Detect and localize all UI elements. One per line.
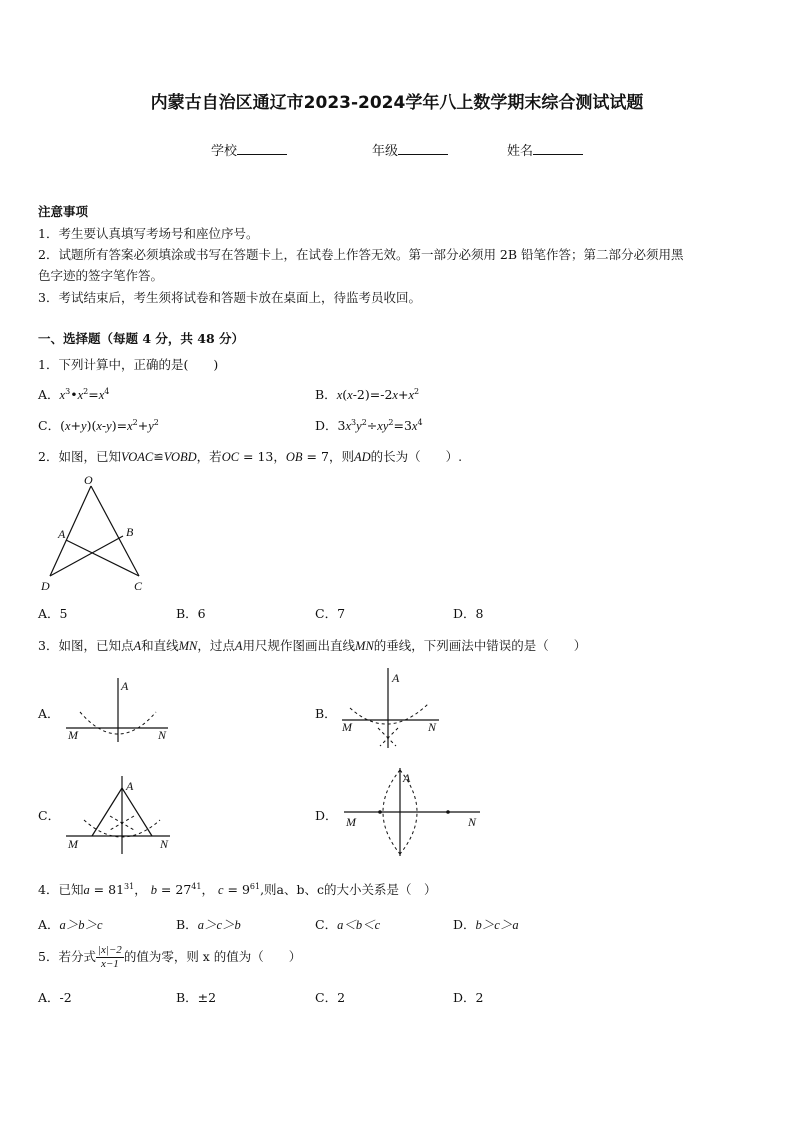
label-d: D <box>41 579 50 593</box>
label-o: O <box>84 473 93 487</box>
q1-option-d[interactable]: D．$3x^3y^2\div xy^2=3x^4$ <box>315 418 423 433</box>
q4-b-base: 27 <box>175 882 192 897</box>
q4-a-base: 81 <box>108 882 125 897</box>
q5-option-a[interactable]: A．-2 <box>38 990 72 1005</box>
grade-label: 年级 <box>372 144 399 159</box>
q3-stem-text: 的垂线，下列画法中错误的是（ ） <box>373 638 587 653</box>
fig-label-a: A <box>392 671 400 685</box>
q2-stem-text: 的长为（ ）. <box>370 449 463 464</box>
q2-oc: OC <box>221 450 240 464</box>
line-od <box>50 486 91 576</box>
q4-option-b[interactable] <box>176 915 241 933</box>
option-expr: a＞b＞c <box>59 918 103 932</box>
q4-equals: = <box>156 882 176 897</box>
q4-b-exp: 41 <box>191 882 202 891</box>
fig-label-n: N <box>428 720 437 734</box>
q3-line-mn: MN <box>355 639 374 653</box>
q4-equals: = <box>89 882 109 897</box>
q3-option-d-label[interactable]: D． <box>315 808 338 823</box>
q1-stem: 1．下列计算中，正确的是( ) <box>38 357 219 372</box>
q3-stem <box>38 636 586 654</box>
q4-equals: = <box>223 882 242 897</box>
q2-ob: OB <box>285 450 303 464</box>
fig-label-a: A <box>403 771 411 785</box>
q3-option-c-label[interactable]: C． <box>38 808 61 823</box>
line-ac <box>66 540 139 576</box>
q4-stem: 4．已知$a = 81^{31}$， $b = 27^{41}$， $c = 9^{61}$,则a、b、c的大小关系是（ ） <box>38 882 437 897</box>
fig-label-a: A <box>126 779 134 793</box>
q2-oc-value: = 13 <box>239 449 274 464</box>
option-expr: b＞c＞a <box>475 918 519 932</box>
q4-var-b: b <box>150 883 157 897</box>
note-item: 2．试题所有答案必须填涂或书写在答题卡上，在试卷上作答无效。第一部分必须用 2B 铅笔作答；第二部分必须用黑 <box>38 247 684 262</box>
q2-figure <box>36 472 166 596</box>
name-field[interactable] <box>507 140 583 159</box>
fig-label-n: N <box>158 728 167 742</box>
q3-figure-b[interactable] <box>338 664 443 752</box>
fig-label-m: M <box>346 815 356 829</box>
note-item: 色字迹的签字笔作答。 <box>38 268 164 283</box>
q5-stem-text: 5．若分式 <box>38 949 96 964</box>
option-label: B． <box>315 387 337 402</box>
q2-stem <box>38 447 462 465</box>
option-label: A． <box>38 917 60 932</box>
q4-option-d[interactable] <box>453 915 519 933</box>
q2-ob-value: = 7 <box>302 449 329 464</box>
label-c: C <box>134 579 143 593</box>
q2-stem-text: 2．如图，已知 <box>38 449 121 464</box>
fig-label-n: N <box>468 815 477 829</box>
q5-denominator: x−1 <box>100 958 119 970</box>
name-blank[interactable] <box>533 142 583 155</box>
q4-option-a[interactable] <box>38 915 103 933</box>
option-label: C． <box>38 418 61 433</box>
grade-field[interactable] <box>372 140 448 159</box>
name-label: 姓名 <box>507 144 534 159</box>
option-expr: a＞c＞b <box>197 918 241 932</box>
q3-point-a: A <box>234 639 243 653</box>
q2-option-c[interactable]: C．7 <box>315 606 346 621</box>
q2-stem-text: ，若 <box>196 449 222 464</box>
q5-fraction <box>96 944 124 971</box>
q3-option-b-label[interactable]: B． <box>315 706 337 721</box>
q4-a-exp: 31 <box>124 882 135 891</box>
fig-label-n: N <box>160 837 169 851</box>
q3-figure-a[interactable] <box>62 672 172 742</box>
q4-c-base: 9 <box>241 882 250 897</box>
q3-option-a-label[interactable]: A． <box>38 706 60 721</box>
option-label: A． <box>38 387 60 402</box>
q4-option-c[interactable] <box>315 915 380 933</box>
label-a: A <box>58 527 66 541</box>
line-bd <box>50 536 123 576</box>
option-label: B． <box>176 917 198 932</box>
q2-option-d[interactable]: D．8 <box>453 606 484 621</box>
q4-var-a: a <box>83 883 90 897</box>
page-title: 内蒙古自治区通辽市2023-2024学年八上数学期末综合测试试题 <box>150 93 644 113</box>
option-label: C． <box>315 917 338 932</box>
q1-option-a[interactable]: A．$x^3•x^2=x^4$ <box>38 387 110 402</box>
q2-triangle-1: VOAC <box>120 450 154 464</box>
q3-point-a: A <box>133 639 142 653</box>
q2-congruent-symbol: ≌ <box>153 449 164 464</box>
q5-option-c[interactable]: C．2 <box>315 990 346 1005</box>
fig-label-m: M <box>68 837 78 851</box>
q4-c-exp: 61 <box>249 882 261 891</box>
section-heading: 一、选择题（每题 4 分，共 48 分） <box>38 331 245 346</box>
q1-option-c[interactable]: C．$(x+y)(x-y)=x^2+y^2$ <box>38 418 159 433</box>
q4-stem-text: ,则a、b、c的大小关系是（ ） <box>260 882 437 897</box>
q3-figure-c[interactable] <box>62 772 174 858</box>
q4-stem-text: 4．已知 <box>38 882 84 897</box>
q2-option-b[interactable]: B．6 <box>176 606 206 621</box>
school-label: 学校 <box>211 144 238 159</box>
q2-stem-text: ，则 <box>328 449 354 464</box>
option-label: D． <box>453 917 476 932</box>
option-label: D． <box>315 418 338 433</box>
q3-stem-text: 和直线 <box>141 638 179 653</box>
note-item: 3．考试结束后，考生须将试卷和答题卡放在桌面上，待监考员收回。 <box>38 290 421 305</box>
q5-stem-text: 的值为零，则 x 的值为（ ） <box>123 949 302 964</box>
q1-option-b[interactable]: B．$x(x-2)=-2x+x^2$ <box>315 387 420 402</box>
note-item: 1．考生要认真填写考场号和座位序号。 <box>38 226 259 241</box>
q3-line-mn: MN <box>178 639 198 653</box>
grade-blank[interactable] <box>398 142 448 155</box>
q2-triangle-2: VOBD <box>163 450 197 464</box>
school-field[interactable] <box>211 140 287 159</box>
fig-label-a: A <box>121 679 129 693</box>
q3-stem-text: 用尺规作图画出直线 <box>242 638 356 653</box>
q4-var-c: c <box>217 883 224 897</box>
q5-option-d[interactable]: D．2 <box>453 990 484 1005</box>
school-blank[interactable] <box>237 142 287 155</box>
q2-ad: AD <box>353 450 371 464</box>
q2-option-a[interactable]: A．5 <box>38 606 68 621</box>
fig-label-m: M <box>68 728 78 742</box>
q3-figure-d[interactable] <box>340 764 485 860</box>
q3-stem-text: ，过点 <box>197 638 235 653</box>
q5-option-b[interactable]: B．±2 <box>176 990 217 1005</box>
q2-stem-text: ， <box>273 449 286 464</box>
fig-label-m: M <box>342 720 352 734</box>
q3-stem-text: 3．如图，已知点 <box>38 638 134 653</box>
option-expr: a＜b＜c <box>337 918 381 932</box>
q5-stem <box>38 944 301 971</box>
label-b: B <box>126 525 134 539</box>
q5-numerator: |x|−2 <box>97 944 122 956</box>
notes-heading: 注意事项 <box>38 204 89 219</box>
